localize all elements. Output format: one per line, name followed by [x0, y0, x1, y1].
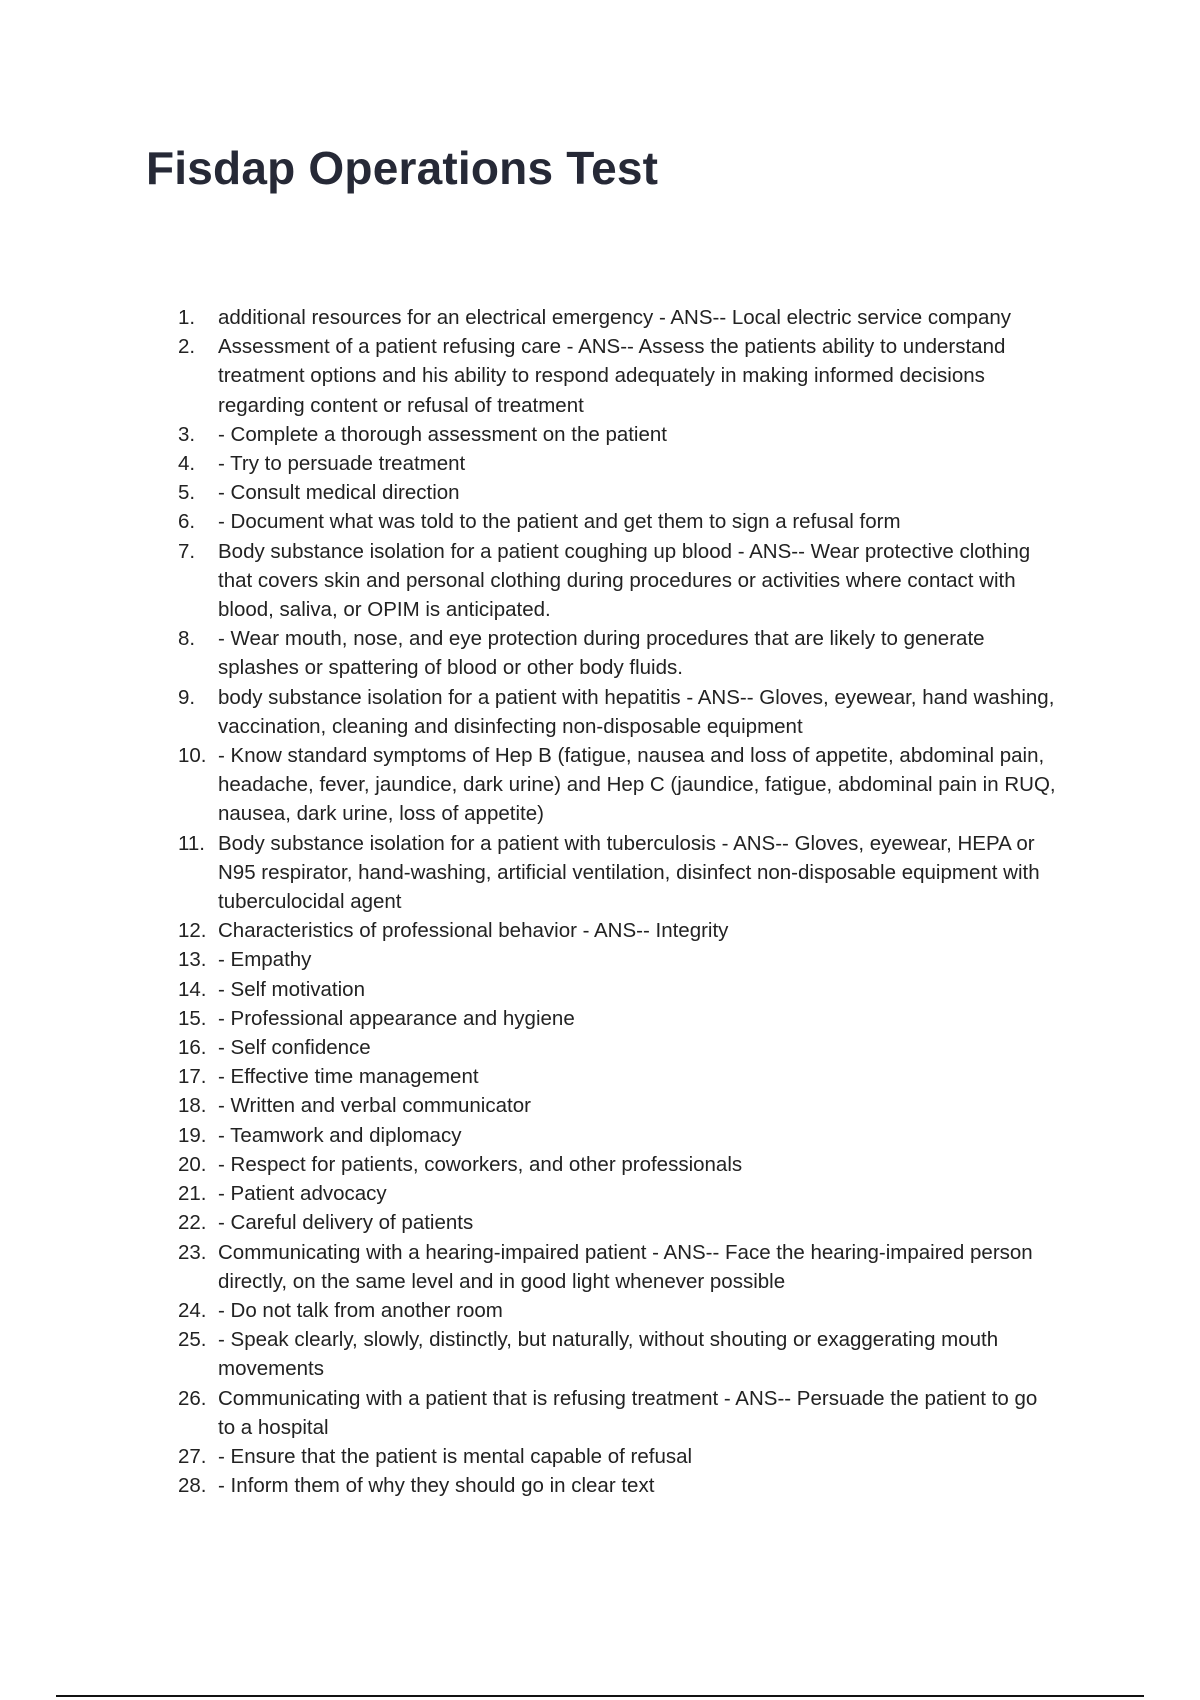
- item-text: - Inform them of why they should go in clear text: [218, 1474, 655, 1498]
- list-item: [178, 1208, 1058, 1237]
- item-number: 10.: [178, 744, 207, 768]
- list-item: [178, 1238, 1058, 1296]
- list-item: [178, 1296, 1058, 1325]
- list-item: [178, 829, 1058, 917]
- list-item: [178, 1033, 1058, 1062]
- list-item: [178, 1062, 1058, 1091]
- list-item: [178, 1150, 1058, 1179]
- list-item: [178, 420, 1058, 449]
- item-number: 15.: [178, 1006, 207, 1030]
- item-text: - Try to persuade treatment: [218, 452, 466, 476]
- item-text: Assessment of a patient refusing care - ANS-- Assess the patients ability to understand treatment options and his ability to respond adequately in making informed decisions regarding content or refusal of treatment: [218, 335, 1006, 417]
- item-number: 4.: [178, 452, 196, 476]
- list-item: [178, 1384, 1058, 1442]
- item-number: 28.: [178, 1474, 207, 1498]
- item-text: - Respect for patients, coworkers, and other professionals: [218, 1152, 743, 1176]
- item-text: Characteristics of professional behavior - ANS-- Integrity: [218, 919, 729, 943]
- item-text: - Professional appearance and hygiene: [218, 1006, 575, 1030]
- item-text: body substance isolation for a patient with hepatitis - ANS-- Gloves, eyewear, hand washing, vaccination, cleaning and disinfecting non-disposable equipment: [218, 685, 1055, 738]
- list-item: [178, 683, 1058, 741]
- list-item: [178, 1004, 1058, 1033]
- item-text: - Empathy: [218, 948, 312, 972]
- item-number: 26.: [178, 1386, 207, 1410]
- item-text: - Speak clearly, slowly, distinctly, but naturally, without shouting or exaggerating mouth movements: [218, 1328, 999, 1381]
- list-item: [178, 975, 1058, 1004]
- item-text: - Do not talk from another room: [218, 1298, 503, 1322]
- item-text: Body substance isolation for a patient coughing up blood - ANS-- Wear protective clothing that covers skin and personal clothing during procedures or activities where contact with blood, saliva, or OPIM is anticipated.: [218, 539, 1031, 622]
- item-text: Communicating with a hearing-impaired patient - ANS-- Face the hearing-impaired person directly, on the same level and in good light whenever possible: [218, 1240, 1033, 1293]
- item-text: Communicating with a patient that is refusing treatment - ANS-- Persuade the patient to go to a hospital: [218, 1386, 1038, 1439]
- list-item: [178, 1442, 1058, 1471]
- list-item: [178, 1091, 1058, 1120]
- item-number: 18.: [178, 1094, 207, 1118]
- item-number: 5.: [178, 481, 196, 505]
- list-item: [178, 741, 1058, 829]
- item-text: - Ensure that the patient is mental capable of refusal: [218, 1444, 693, 1468]
- item-text: - Careful delivery of patients: [218, 1211, 474, 1235]
- item-number: 23.: [178, 1240, 207, 1264]
- list-item: [178, 624, 1058, 682]
- list-item: [178, 1325, 1058, 1383]
- item-text: - Know standard symptoms of Hep B (fatigue, nausea and loss of appetite, abdominal pain, headache, fever, jaundice, dark urine) and Hep C (jaundice, fatigue, abdominal pain in RUQ, nausea, dark urine, loss of appetite): [218, 744, 1056, 826]
- item-number: 12.: [178, 919, 207, 943]
- item-number: 2.: [178, 335, 196, 359]
- item-number: 3.: [178, 422, 196, 446]
- item-number: 13.: [178, 948, 207, 972]
- item-number: 16.: [178, 1036, 207, 1060]
- item-text: - Written and verbal communicator: [218, 1094, 531, 1118]
- item-number: 20.: [178, 1152, 207, 1176]
- item-number: 17.: [178, 1065, 207, 1089]
- list-item: [178, 303, 1058, 332]
- qa-list: [178, 303, 1058, 1500]
- item-number: 22.: [178, 1211, 207, 1235]
- list-item: [178, 1179, 1058, 1208]
- list-item: [178, 478, 1058, 507]
- item-text: - Consult medical direction: [218, 481, 460, 505]
- item-number: 6.: [178, 510, 196, 534]
- item-text: - Complete a thorough assessment on the patient: [218, 422, 667, 446]
- item-text: additional resources for an electrical emergency - ANS-- Local electric service company: [218, 306, 1012, 329]
- item-text: Body substance isolation for a patient with tuberculosis - ANS-- Gloves, eyewear, HEPA or N95 respirator, hand-washing, artificial ventilation, disinfect non-disposable equipment with tuberculocidal agent: [218, 831, 1040, 914]
- item-text: - Self motivation: [218, 977, 365, 1001]
- list-item: [178, 1471, 1058, 1500]
- item-text: - Effective time management: [218, 1065, 479, 1089]
- item-number: 27.: [178, 1444, 207, 1468]
- item-number: 14.: [178, 977, 207, 1001]
- page-title: Fisdap Operations Test: [146, 142, 659, 194]
- item-text: - Document what was told to the patient and get them to sign a refusal form: [218, 510, 901, 534]
- list-item: [178, 507, 1058, 536]
- list-item: [178, 332, 1058, 420]
- list-item: [178, 449, 1058, 478]
- item-number: 21.: [178, 1182, 207, 1206]
- item-text: - Patient advocacy: [218, 1182, 387, 1206]
- item-number: 19.: [178, 1123, 207, 1147]
- item-number: 7.: [178, 539, 196, 563]
- item-number: 8.: [178, 627, 196, 651]
- item-number: 24.: [178, 1298, 207, 1322]
- item-number: 9.: [178, 685, 196, 709]
- item-text: - Self confidence: [218, 1036, 371, 1060]
- list-item: [178, 1121, 1058, 1150]
- item-number: 11.: [178, 831, 205, 855]
- list-item: [178, 537, 1058, 625]
- list-item: [178, 916, 1058, 945]
- page-bottom-rule: [56, 1695, 1144, 1697]
- item-text: - Teamwork and diplomacy: [218, 1123, 462, 1147]
- item-number: 25.: [178, 1328, 207, 1352]
- list-item: [178, 945, 1058, 974]
- item-number: 1.: [178, 306, 196, 329]
- item-text: - Wear mouth, nose, and eye protection during procedures that are likely to generate splashes or spattering of blood or other body fluids.: [218, 627, 985, 680]
